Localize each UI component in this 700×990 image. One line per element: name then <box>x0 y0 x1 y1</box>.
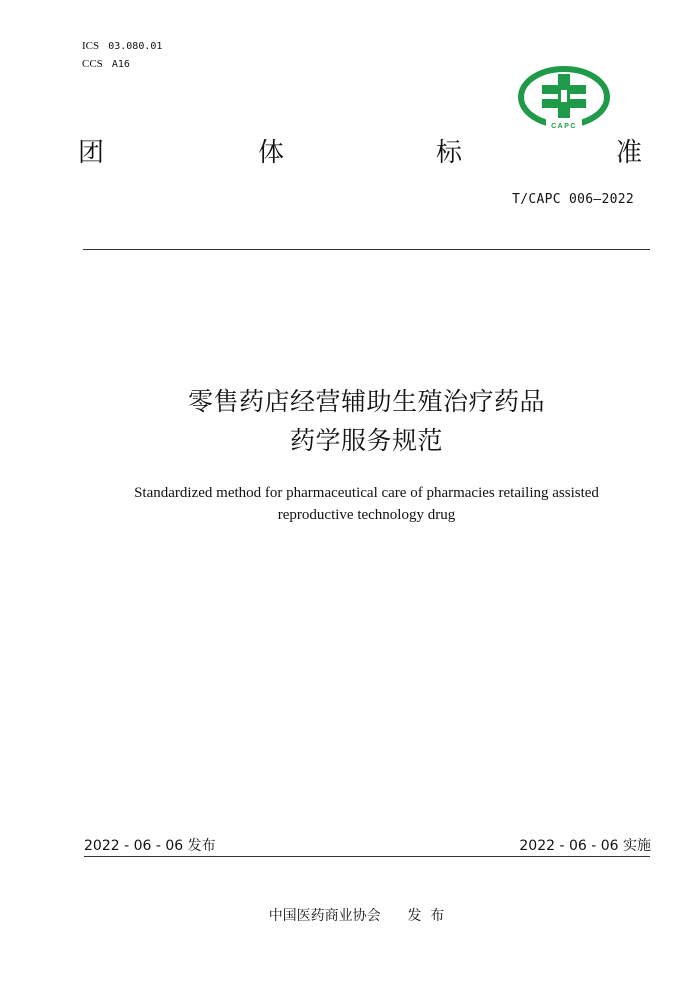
title-cn-line2: 药学服务规范 <box>289 426 443 455</box>
header-char-3: 标 <box>436 138 463 168</box>
title-en-line1: Standardized method for pharmaceutical care of pharmacies retailing assisted <box>134 485 599 501</box>
ccs-line <box>82 52 130 71</box>
issue-date: 2022 - 06 - 06 发布 <box>84 838 216 854</box>
header-char-2: 体 <box>258 138 285 168</box>
top-divider <box>83 249 650 250</box>
ccs-value: A16 <box>111 59 130 70</box>
ccs-label: CCS <box>82 58 103 70</box>
ics-value: 03.080.01 <box>108 41 163 52</box>
ics-line <box>82 34 162 53</box>
capc-logo-icon <box>516 66 612 132</box>
title-en-line2: reproductive technology drug <box>277 507 456 523</box>
standard-number: T/CAPC 006—2022 <box>512 192 634 207</box>
logo-text: CAPC <box>551 123 577 130</box>
implement-date: 2022 - 06 - 06 实施 <box>519 838 651 854</box>
ics-label: ICS <box>82 40 100 52</box>
header-char-1: 团 <box>78 138 105 168</box>
bottom-divider <box>84 856 650 857</box>
title-cn-line1: 零售药店经营辅助生殖治疗药品 <box>187 387 545 416</box>
publisher: 中国医药商业协会 发 布 <box>268 908 445 924</box>
header-char-4: 准 <box>616 138 643 168</box>
